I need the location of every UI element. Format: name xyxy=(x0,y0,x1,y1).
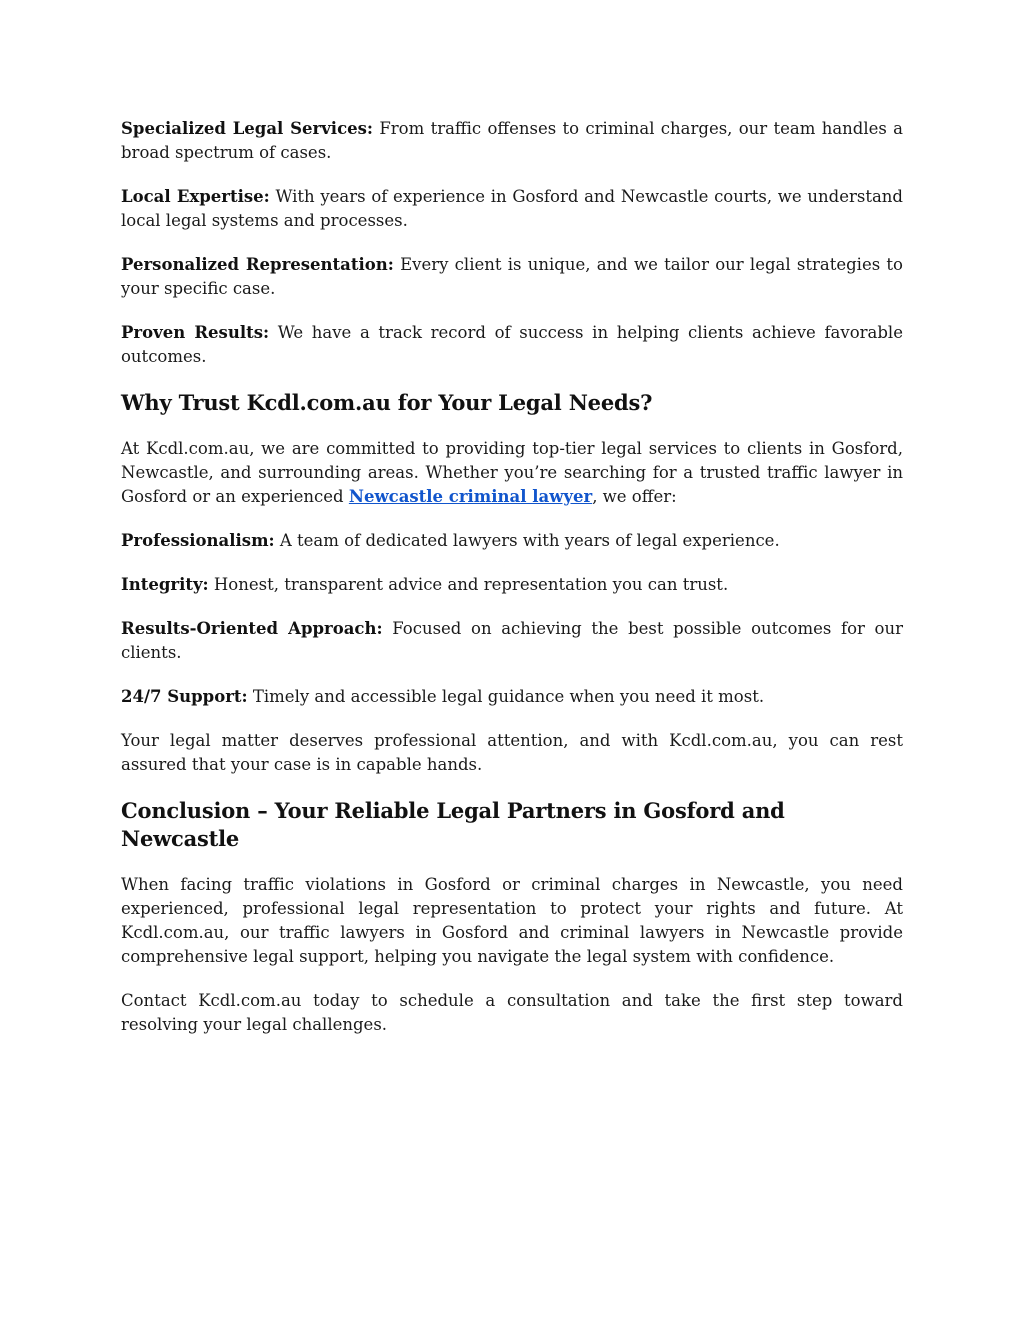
why-point-text: Timely and accessible legal guidance when you need it most. xyxy=(252,687,765,706)
why-point-text: Honest, transparent advice and representation you can trust. xyxy=(213,575,729,594)
why-point-paragraph xyxy=(121,573,903,597)
feature-label: Local Expertise: xyxy=(121,187,270,206)
why-intro-paragraph xyxy=(121,437,903,509)
feature-paragraph xyxy=(121,185,903,233)
feature-paragraph xyxy=(121,253,903,301)
contact-paragraph: Contact Kcdl.com.au today to schedule a consultation and take the first step toward resolving your legal challenges. xyxy=(121,991,903,1034)
feature-label: Proven Results: xyxy=(121,323,270,342)
why-intro-text: At Kcdl.com.au, we are committed to providing top-tier legal services to clients in Gosford, Newcastle, and surrounding areas. Whether you’re searching for a trusted traffic lawyer in Gosford or an experienced xyxy=(121,439,903,506)
why-closing-paragraph: Your legal matter deserves professional attention, and with Kcdl.com.au, you can rest assured that your case is in capable hands. xyxy=(121,731,903,774)
feature-label: Specialized Legal Services: xyxy=(121,119,374,138)
why-point-label: Results-Oriented Approach: xyxy=(121,619,383,638)
why-point-text: Focused on achieving the best possible outcomes for our clients. xyxy=(121,619,904,662)
why-point-paragraph xyxy=(121,685,903,709)
feature-text: From traffic offenses to criminal charges, our team handles a broad spectrum of cases. xyxy=(121,119,904,162)
feature-text: We have a track record of success in helping clients achieve favorable outcomes. xyxy=(121,323,903,366)
newcastle-criminal-lawyer-link[interactable]: Newcastle criminal lawyer xyxy=(348,487,593,506)
feature-text: Every client is unique, and we tailor our legal strategies to your specific case. xyxy=(121,255,903,298)
conclusion-paragraph: When facing traffic violations in Gosford or criminal charges in Newcastle, you need experienced, professional legal representation to protect your rights and future. At Kcdl.com.au, our traffic lawyers in Gosford and criminal lawyers in Newcastle provide comprehensive legal support, helping you navigate the legal system with confidence. xyxy=(121,875,903,966)
why-point-text: A team of dedicated lawyers with years of legal experience. xyxy=(279,531,780,550)
why-point-label: 24/7 Support: xyxy=(121,687,248,706)
conclusion-heading: Conclusion – Your Reliable Legal Partners in Gosford and Newcastle xyxy=(121,798,785,851)
feature-paragraph xyxy=(121,117,903,165)
feature-label: Personalized Representation: xyxy=(121,255,394,274)
feature-text: With years of experience in Gosford and Newcastle courts, we understand local legal systems and processes. xyxy=(121,187,903,230)
feature-paragraph xyxy=(121,321,903,369)
why-point-paragraph xyxy=(121,529,903,553)
why-trust-heading: Why Trust Kcdl.com.au for Your Legal Needs? xyxy=(121,390,653,415)
document-page xyxy=(121,117,903,1057)
why-point-label: Professionalism: xyxy=(121,531,275,550)
why-intro-suffix: , we offer: xyxy=(592,487,677,506)
why-point-label: Integrity: xyxy=(121,575,209,594)
why-point-paragraph xyxy=(121,617,903,665)
